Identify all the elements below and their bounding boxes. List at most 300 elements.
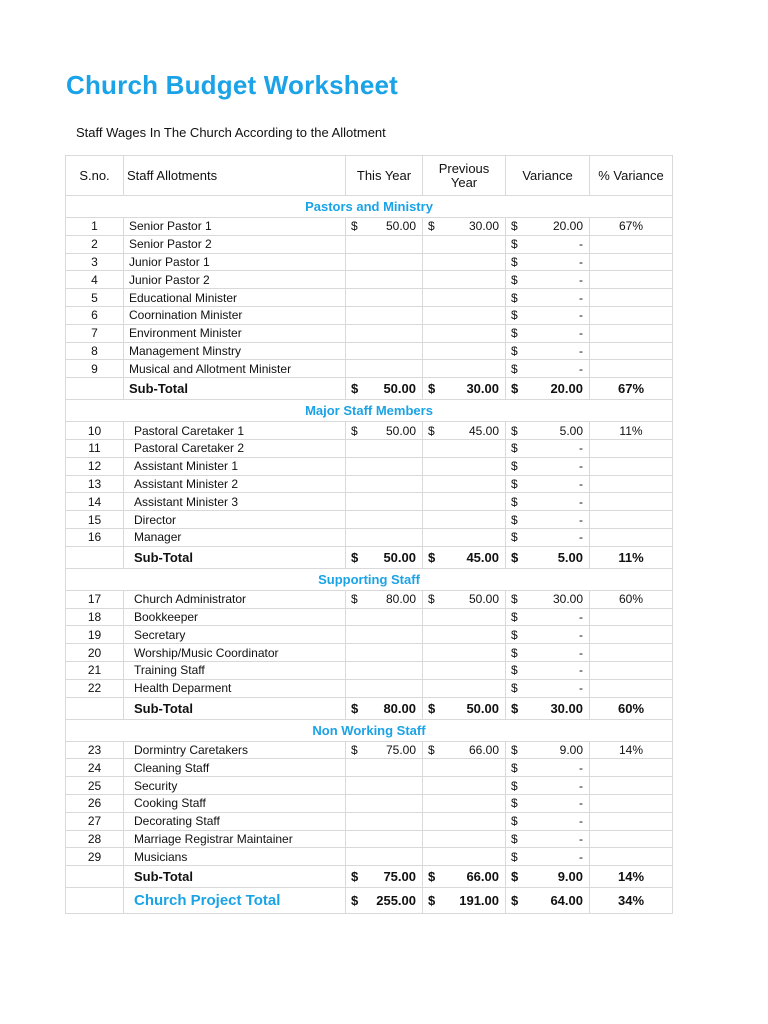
currency-symbol: $	[511, 549, 519, 565]
table-row	[66, 235, 673, 253]
row-variance-value: -	[579, 343, 583, 358]
row-variance	[506, 741, 590, 759]
row-allotment: Junior Pastor 1	[124, 253, 346, 271]
subtotal-previous-year-value: 50.00	[466, 700, 499, 716]
row-pct-variance: 67%	[590, 218, 673, 236]
col-header-allotment: Staff Allotments	[124, 156, 346, 196]
section-title: Non Working Staff	[66, 719, 673, 741]
row-sno: 4	[66, 271, 124, 289]
col-header-pct-variance: % Variance	[590, 156, 673, 196]
table-row	[66, 741, 673, 759]
currency-symbol: $	[511, 869, 519, 885]
row-pct-variance: 14%	[590, 741, 673, 759]
row-allotment: Manager	[124, 528, 346, 546]
subtotal-this-year-value: 75.00	[383, 869, 416, 885]
row-variance	[506, 644, 590, 662]
currency-symbol: $	[511, 592, 518, 607]
total-sno	[66, 888, 124, 914]
subtotal-previous-year-value: 45.00	[466, 549, 499, 565]
subtotal-this-year-value: 80.00	[383, 700, 416, 716]
subtotal-previous-year	[423, 546, 506, 568]
row-variance	[506, 812, 590, 830]
row-pct-variance	[590, 439, 673, 457]
table-row	[66, 777, 673, 795]
currency-symbol: $	[511, 512, 518, 527]
row-variance	[506, 794, 590, 812]
row-this-year	[346, 848, 423, 866]
subtotal-row	[66, 546, 673, 568]
row-allotment: Pastoral Caretaker 1	[124, 422, 346, 440]
row-pct-variance: 60%	[590, 590, 673, 608]
subtotal-pct-variance: 14%	[590, 866, 673, 888]
row-this-year	[346, 342, 423, 360]
row-this-year	[346, 306, 423, 324]
currency-symbol: $	[428, 549, 436, 565]
row-variance-value: -	[579, 326, 583, 341]
row-sno: 28	[66, 830, 124, 848]
row-allotment: Dormintry Caretakers	[124, 741, 346, 759]
row-allotment: Director	[124, 511, 346, 529]
row-variance	[506, 848, 590, 866]
row-previous-year	[423, 644, 506, 662]
total-variance-value: 64.00	[550, 893, 583, 909]
row-pct-variance	[590, 626, 673, 644]
grand-total-row	[66, 888, 673, 914]
table-row	[66, 422, 673, 440]
col-header-variance: Variance	[506, 156, 590, 196]
row-variance-value: -	[579, 290, 583, 305]
row-pct-variance	[590, 511, 673, 529]
row-allotment: Assistant Minister 2	[124, 475, 346, 493]
currency-symbol: $	[428, 869, 436, 885]
row-variance	[506, 324, 590, 342]
row-variance	[506, 679, 590, 697]
row-this-year	[346, 289, 423, 307]
row-this-year-value: 50.00	[385, 423, 416, 438]
row-previous-year	[423, 830, 506, 848]
section-header	[66, 568, 673, 590]
row-sno: 22	[66, 679, 124, 697]
row-variance	[506, 493, 590, 511]
currency-symbol: $	[511, 849, 518, 864]
page-subtitle: Staff Wages In The Church According to the Allotment	[76, 125, 386, 140]
row-allotment: Training Staff	[124, 661, 346, 679]
row-this-year	[346, 271, 423, 289]
table-row	[66, 253, 673, 271]
table-row	[66, 679, 673, 697]
subtotal-pct-variance: 11%	[590, 546, 673, 568]
row-variance-value: -	[579, 308, 583, 323]
currency-symbol: $	[511, 796, 518, 811]
row-sno: 21	[66, 661, 124, 679]
subtotal-sno	[66, 378, 124, 400]
row-variance	[506, 590, 590, 608]
currency-symbol: $	[351, 219, 358, 234]
row-previous-year	[423, 235, 506, 253]
row-variance-value: -	[579, 778, 583, 793]
currency-symbol: $	[351, 592, 358, 607]
row-allotment: Junior Pastor 2	[124, 271, 346, 289]
row-variance-value: 20.00	[552, 219, 583, 234]
subtotal-sno	[66, 866, 124, 888]
row-allotment: Health Deparment	[124, 679, 346, 697]
row-variance-value: -	[579, 494, 583, 509]
row-variance	[506, 235, 590, 253]
row-sno: 15	[66, 511, 124, 529]
section-header	[66, 400, 673, 422]
row-variance-value: -	[579, 361, 583, 376]
row-sno: 10	[66, 422, 124, 440]
table-row	[66, 493, 673, 511]
row-previous-year-value: 45.00	[468, 423, 499, 438]
currency-symbol: $	[428, 742, 435, 757]
row-sno: 6	[66, 306, 124, 324]
row-allotment: Senior Pastor 2	[124, 235, 346, 253]
row-variance-value: -	[579, 814, 583, 829]
row-pct-variance	[590, 253, 673, 271]
subtotal-variance	[506, 697, 590, 719]
row-variance	[506, 306, 590, 324]
subtotal-label: Sub-Total	[124, 866, 346, 888]
subtotal-label: Sub-Total	[124, 697, 346, 719]
currency-symbol: $	[428, 700, 436, 716]
row-sno: 2	[66, 235, 124, 253]
row-variance-value: -	[579, 530, 583, 545]
row-this-year	[346, 741, 423, 759]
currency-symbol: $	[511, 681, 518, 696]
row-previous-year	[423, 848, 506, 866]
row-this-year	[346, 590, 423, 608]
subtotal-this-year-value: 50.00	[383, 381, 416, 397]
row-allotment: Cooking Staff	[124, 794, 346, 812]
row-variance	[506, 457, 590, 475]
row-pct-variance	[590, 848, 673, 866]
row-sno: 3	[66, 253, 124, 271]
currency-symbol: $	[511, 254, 518, 269]
row-this-year	[346, 830, 423, 848]
row-allotment: Coornination Minister	[124, 306, 346, 324]
table-row	[66, 848, 673, 866]
currency-symbol: $	[511, 326, 518, 341]
currency-symbol: $	[511, 742, 518, 757]
row-pct-variance	[590, 475, 673, 493]
row-this-year-value: 50.00	[385, 219, 416, 234]
row-pct-variance	[590, 679, 673, 697]
row-variance-value: -	[579, 459, 583, 474]
row-previous-year	[423, 493, 506, 511]
row-variance-value: 5.00	[559, 423, 583, 438]
currency-symbol: $	[511, 831, 518, 846]
row-previous-year	[423, 342, 506, 360]
table-row	[66, 342, 673, 360]
table-row	[66, 528, 673, 546]
subtotal-this-year	[346, 546, 423, 568]
currency-symbol: $	[351, 869, 359, 885]
row-variance-value: -	[579, 849, 583, 864]
table-row	[66, 439, 673, 457]
row-variance	[506, 218, 590, 236]
row-variance-value: -	[579, 645, 583, 660]
page-title: Church Budget Worksheet	[66, 70, 399, 100]
row-previous-year	[423, 759, 506, 777]
row-this-year	[346, 679, 423, 697]
currency-symbol: $	[511, 237, 518, 252]
subtotal-variance-value: 30.00	[550, 700, 583, 716]
row-variance-value: 30.00	[552, 592, 583, 607]
table-row	[66, 271, 673, 289]
currency-symbol: $	[511, 290, 518, 305]
row-variance-value: -	[579, 831, 583, 846]
row-sno: 19	[66, 626, 124, 644]
row-previous-year	[423, 661, 506, 679]
currency-symbol: $	[428, 381, 436, 397]
row-sno: 9	[66, 360, 124, 378]
currency-symbol: $	[511, 381, 519, 397]
row-variance	[506, 661, 590, 679]
table-row	[66, 794, 673, 812]
row-pct-variance	[590, 528, 673, 546]
table-row	[66, 324, 673, 342]
row-previous-year	[423, 422, 506, 440]
row-variance-value: -	[579, 609, 583, 624]
row-previous-year-value: 50.00	[468, 592, 499, 607]
row-variance-value: -	[579, 796, 583, 811]
row-previous-year	[423, 608, 506, 626]
total-variance	[506, 888, 590, 914]
row-previous-year	[423, 253, 506, 271]
row-pct-variance	[590, 759, 673, 777]
table-row	[66, 289, 673, 307]
header-row	[66, 156, 673, 196]
currency-symbol: $	[511, 700, 519, 716]
currency-symbol: $	[511, 459, 518, 474]
row-pct-variance	[590, 608, 673, 626]
currency-symbol: $	[511, 530, 518, 545]
row-pct-variance	[590, 661, 673, 679]
row-previous-year	[423, 741, 506, 759]
row-this-year	[346, 457, 423, 475]
subtotal-variance-value: 9.00	[557, 869, 583, 885]
currency-symbol: $	[428, 893, 436, 909]
row-this-year-value: 75.00	[385, 742, 416, 757]
row-pct-variance	[590, 289, 673, 307]
col-header-sno: S.no.	[66, 156, 124, 196]
row-variance-value: -	[579, 627, 583, 642]
row-variance	[506, 511, 590, 529]
row-this-year	[346, 422, 423, 440]
row-pct-variance	[590, 457, 673, 475]
currency-symbol: $	[511, 893, 519, 909]
row-sno: 24	[66, 759, 124, 777]
row-allotment: Educational Minister	[124, 289, 346, 307]
row-previous-year	[423, 360, 506, 378]
currency-symbol: $	[511, 814, 518, 829]
section-header	[66, 719, 673, 741]
currency-symbol: $	[351, 742, 358, 757]
row-previous-year	[423, 289, 506, 307]
row-previous-year	[423, 794, 506, 812]
row-variance	[506, 342, 590, 360]
table-row	[66, 644, 673, 662]
currency-symbol: $	[511, 494, 518, 509]
row-sno: 18	[66, 608, 124, 626]
row-previous-year	[423, 457, 506, 475]
table-row	[66, 661, 673, 679]
table-row	[66, 626, 673, 644]
row-pct-variance	[590, 830, 673, 848]
row-pct-variance	[590, 493, 673, 511]
section-title: Major Staff Members	[66, 400, 673, 422]
currency-symbol: $	[511, 645, 518, 660]
row-previous-year	[423, 777, 506, 795]
currency-symbol: $	[428, 423, 435, 438]
section-header	[66, 196, 673, 218]
row-this-year	[346, 475, 423, 493]
currency-symbol: $	[511, 663, 518, 678]
row-sno: 25	[66, 777, 124, 795]
total-pct-variance: 34%	[590, 888, 673, 914]
row-variance	[506, 271, 590, 289]
row-pct-variance: 11%	[590, 422, 673, 440]
subtotal-previous-year	[423, 866, 506, 888]
row-this-year	[346, 253, 423, 271]
row-variance-value: -	[579, 512, 583, 527]
table-row	[66, 511, 673, 529]
row-allotment: Assistant Minister 3	[124, 493, 346, 511]
table-row	[66, 759, 673, 777]
subtotal-row	[66, 697, 673, 719]
currency-symbol: $	[511, 343, 518, 358]
row-allotment: Bookkeeper	[124, 608, 346, 626]
row-variance	[506, 475, 590, 493]
row-sno: 29	[66, 848, 124, 866]
currency-symbol: $	[511, 609, 518, 624]
row-previous-year	[423, 439, 506, 457]
row-pct-variance	[590, 812, 673, 830]
row-pct-variance	[590, 324, 673, 342]
row-sno: 14	[66, 493, 124, 511]
subtotal-variance-value: 5.00	[557, 549, 583, 565]
subtotal-sno	[66, 697, 124, 719]
subtotal-previous-year-value: 30.00	[466, 381, 499, 397]
subtotal-previous-year	[423, 697, 506, 719]
subtotal-this-year	[346, 378, 423, 400]
subtotal-row	[66, 866, 673, 888]
row-this-year	[346, 218, 423, 236]
currency-symbol: $	[351, 700, 359, 716]
table-row	[66, 306, 673, 324]
row-this-year-value: 80.00	[385, 592, 416, 607]
currency-symbol: $	[511, 627, 518, 642]
row-variance-value: -	[579, 237, 583, 252]
row-allotment: Marriage Registrar Maintainer	[124, 830, 346, 848]
subtotal-row	[66, 378, 673, 400]
subtotal-label: Sub-Total	[124, 546, 346, 568]
row-sno: 13	[66, 475, 124, 493]
row-variance	[506, 626, 590, 644]
currency-symbol: $	[511, 476, 518, 491]
row-allotment: Secretary	[124, 626, 346, 644]
row-variance	[506, 830, 590, 848]
currency-symbol: $	[511, 760, 518, 775]
subtotal-variance	[506, 378, 590, 400]
total-previous-year	[423, 888, 506, 914]
table-row	[66, 608, 673, 626]
subtotal-variance	[506, 546, 590, 568]
col-header-this-year: This Year	[346, 156, 423, 196]
row-pct-variance	[590, 235, 673, 253]
row-previous-year	[423, 218, 506, 236]
subtotal-variance	[506, 866, 590, 888]
subtotal-label: Sub-Total	[124, 378, 346, 400]
row-pct-variance	[590, 360, 673, 378]
row-variance-value: -	[579, 254, 583, 269]
row-previous-year	[423, 679, 506, 697]
row-variance-value: 9.00	[559, 742, 583, 757]
currency-symbol: $	[351, 549, 359, 565]
row-allotment: Environment Minister	[124, 324, 346, 342]
table-row	[66, 812, 673, 830]
subtotal-sno	[66, 546, 124, 568]
row-allotment: Management Minstry	[124, 342, 346, 360]
subtotal-pct-variance: 67%	[590, 378, 673, 400]
row-variance	[506, 608, 590, 626]
row-this-year	[346, 439, 423, 457]
currency-symbol: $	[511, 272, 518, 287]
row-sno: 27	[66, 812, 124, 830]
row-previous-year	[423, 324, 506, 342]
row-variance-value: -	[579, 760, 583, 775]
table-row	[66, 218, 673, 236]
row-previous-year-value: 30.00	[468, 219, 499, 234]
row-this-year	[346, 324, 423, 342]
row-allotment: Senior Pastor 1	[124, 218, 346, 236]
row-previous-year	[423, 306, 506, 324]
grand-total-label: Church Project Total	[124, 888, 346, 914]
row-allotment: Church Administrator	[124, 590, 346, 608]
currency-symbol: $	[428, 592, 435, 607]
subtotal-this-year-value: 50.00	[383, 549, 416, 565]
row-sno: 8	[66, 342, 124, 360]
row-previous-year	[423, 626, 506, 644]
currency-symbol: $	[351, 893, 359, 909]
budget-table	[65, 155, 673, 914]
currency-symbol: $	[351, 381, 359, 397]
row-sno: 12	[66, 457, 124, 475]
currency-symbol: $	[511, 361, 518, 376]
row-pct-variance	[590, 794, 673, 812]
row-this-year	[346, 235, 423, 253]
table-row	[66, 830, 673, 848]
row-previous-year	[423, 812, 506, 830]
row-sno: 5	[66, 289, 124, 307]
row-sno: 1	[66, 218, 124, 236]
section-title: Pastors and Ministry	[66, 196, 673, 218]
row-this-year	[346, 777, 423, 795]
row-variance	[506, 253, 590, 271]
row-allotment: Musicians	[124, 848, 346, 866]
col-header-previous-year: Previous Year	[423, 156, 506, 196]
currency-symbol: $	[511, 308, 518, 323]
subtotal-pct-variance: 60%	[590, 697, 673, 719]
row-sno: 16	[66, 528, 124, 546]
currency-symbol: $	[511, 423, 518, 438]
row-variance-value: -	[579, 441, 583, 456]
row-variance	[506, 422, 590, 440]
row-this-year	[346, 528, 423, 546]
table-row	[66, 590, 673, 608]
currency-symbol: $	[428, 219, 435, 234]
